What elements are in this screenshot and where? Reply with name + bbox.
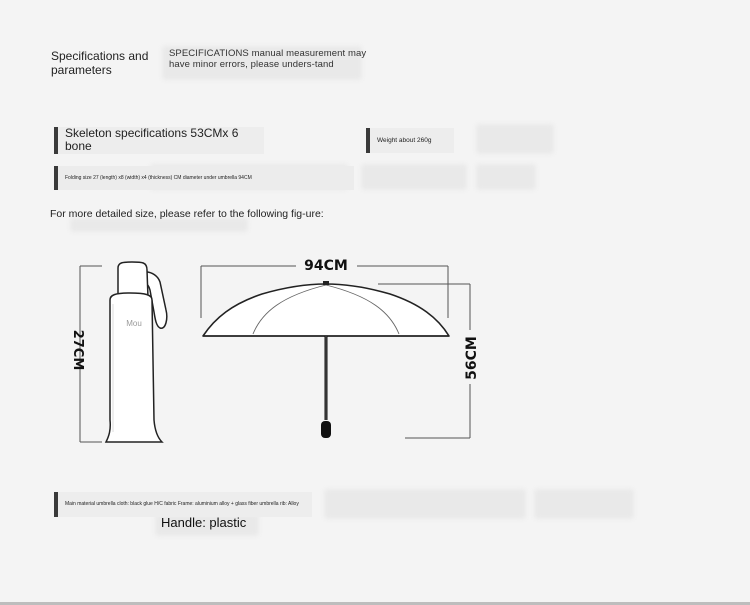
open-umbrella-icon — [203, 281, 449, 438]
open-width-label: 94CM — [304, 258, 348, 274]
weight-spec: Weight about 260g — [366, 128, 454, 153]
figure-intro: For more detailed size, please refer to the following fig-ure: — [50, 208, 324, 220]
skeleton-spec: Skeleton specifications 53CMx 6 bone — [54, 127, 264, 154]
handle-spec: Handle: plastic — [161, 515, 247, 530]
folding-size-spec: Folding size 27 (length) x8 (width) x4 (thickness) CM diameter under umbrella 94CM — [54, 166, 354, 190]
folded-length-label: 27CM — [70, 329, 85, 371]
open-height-label: 56CM — [464, 336, 480, 380]
measurement-note: SPECIFICATIONS manual measurement may have minor errors, please unders-tand — [169, 48, 367, 70]
folded-umbrella-icon — [106, 262, 167, 442]
brand-mark: Mou — [126, 319, 142, 328]
spec-heading: Specifications and parameters — [51, 49, 149, 77]
material-spec: Main material umbrella cloth: black glue H/C fabric Frame: aluminium alloy + glass fiber umbrella rib: Alloy — [54, 492, 312, 517]
